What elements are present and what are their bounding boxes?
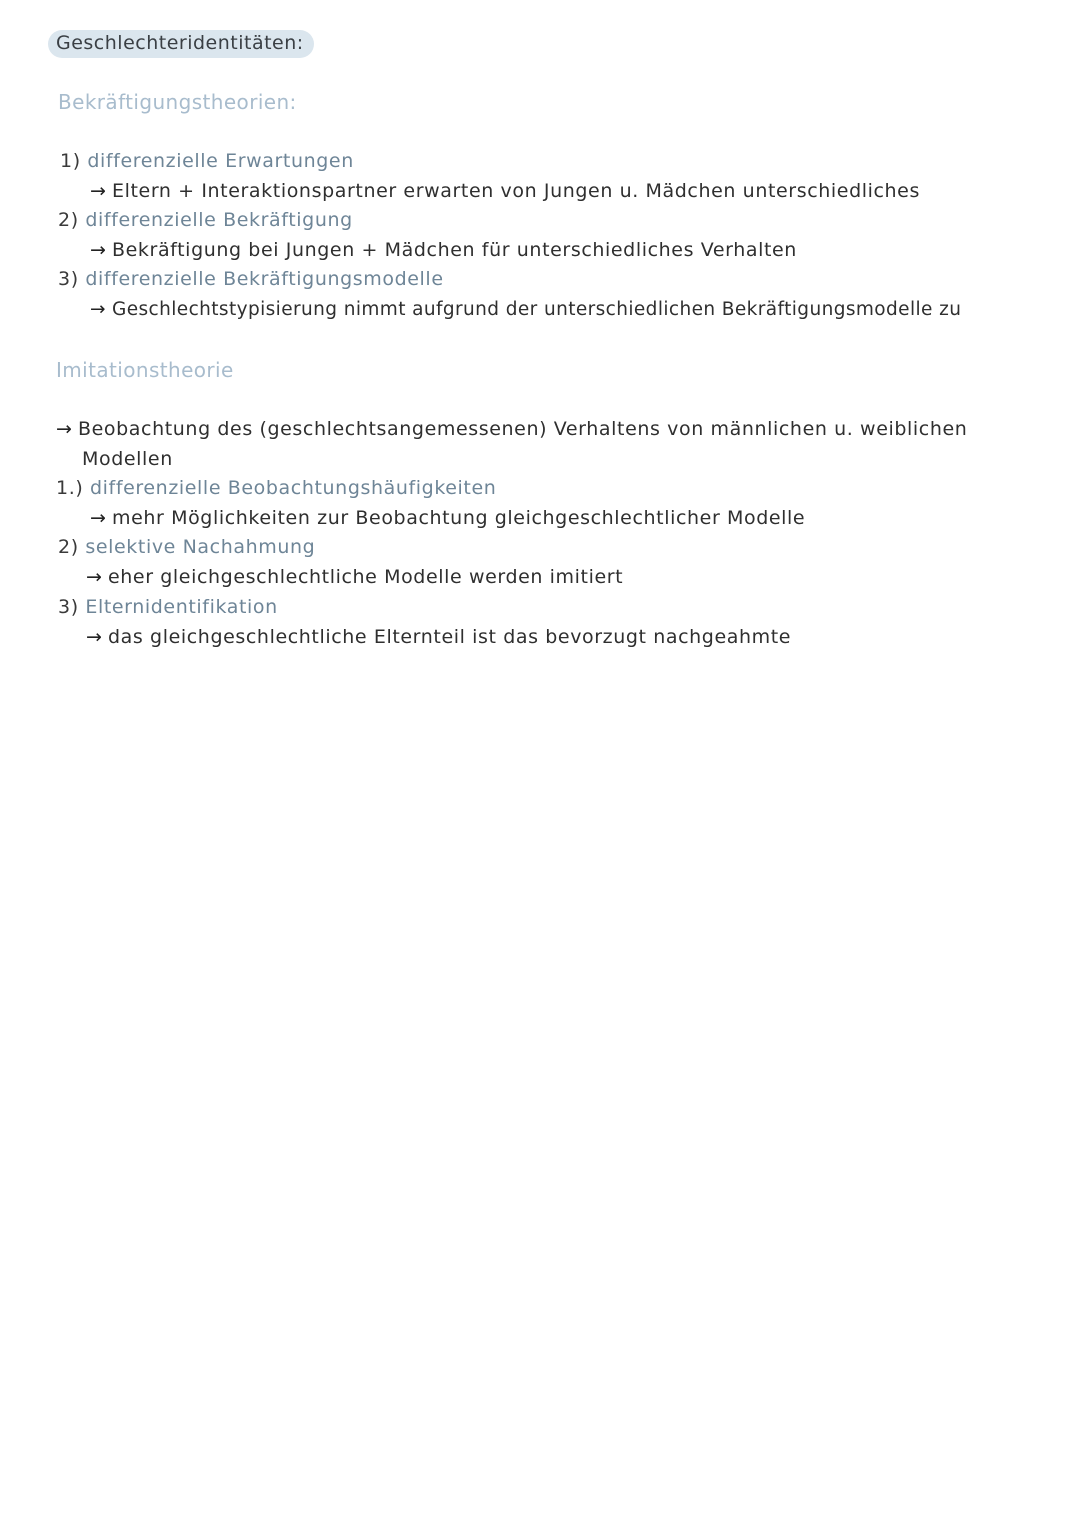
arrow-right-icon: →	[86, 626, 103, 648]
list-item-detail	[86, 566, 623, 588]
arrow-right-icon: →	[86, 566, 103, 588]
arrow-right-icon: →	[90, 299, 106, 320]
section-heading-imitation: Imitationstheorie	[56, 358, 234, 382]
intro-text: Beobachtung des (geschlechtsangemessenen) Verhaltens von männlichen u. weiblichen	[78, 418, 968, 440]
item-number: 1.)	[56, 477, 84, 499]
item-detail: Geschlechtstypisierung nimmt aufgrund der unterschiedlichen Bekräftigungsmodelle zu	[112, 299, 962, 320]
item-detail: eher gleichgeschlechtliche Modelle werden imitiert	[108, 566, 624, 588]
list-item	[58, 596, 278, 618]
item-label: differenzielle Bekräftigung	[85, 209, 353, 231]
arrow-right-icon: →	[90, 239, 107, 261]
list-item-detail	[86, 626, 791, 648]
list-item	[58, 536, 315, 558]
item-label: Elternidentifikation	[85, 596, 278, 618]
list-item	[58, 268, 444, 290]
item-detail: Eltern + Interaktionspartner erwarten von Jungen u. Mädchen unterschiedliches	[112, 180, 920, 202]
intro-line-continued: Modellen	[82, 448, 173, 470]
list-item	[56, 477, 496, 499]
item-number: 2)	[58, 209, 79, 231]
item-label: differenzielle Bekräftigungsmodelle	[85, 268, 444, 290]
item-number: 3)	[58, 268, 79, 290]
item-label: selektive Nachahmung	[85, 536, 316, 558]
arrow-right-icon: →	[90, 180, 107, 202]
list-item-detail	[90, 239, 797, 261]
arrow-right-icon: →	[56, 418, 73, 440]
item-number: 1)	[60, 150, 81, 172]
list-item-detail	[90, 180, 920, 202]
list-item	[58, 209, 353, 231]
item-number: 3)	[58, 596, 79, 618]
arrow-right-icon: →	[90, 507, 107, 529]
list-item	[60, 150, 354, 172]
list-item-detail	[90, 299, 961, 320]
list-item-detail	[90, 507, 805, 529]
item-detail: das gleichgeschlechtliche Elternteil ist das bevorzugt nachgeahmte	[108, 626, 792, 648]
intro-line	[56, 418, 967, 440]
item-label: differenzielle Erwartungen	[87, 150, 354, 172]
item-detail: mehr Möglichkeiten zur Beobachtung gleichgeschlechtlicher Modelle	[112, 507, 806, 529]
page-title: Geschlechteridentitäten:	[48, 30, 314, 58]
section-heading-bekraeftigung: Bekräftigungstheorien:	[58, 90, 297, 114]
item-label: differenzielle Beobachtungshäufigkeiten	[89, 477, 497, 499]
item-detail: Bekräftigung bei Jungen + Mädchen für unterschiedliches Verhalten	[112, 239, 797, 261]
item-number: 2)	[58, 536, 79, 558]
